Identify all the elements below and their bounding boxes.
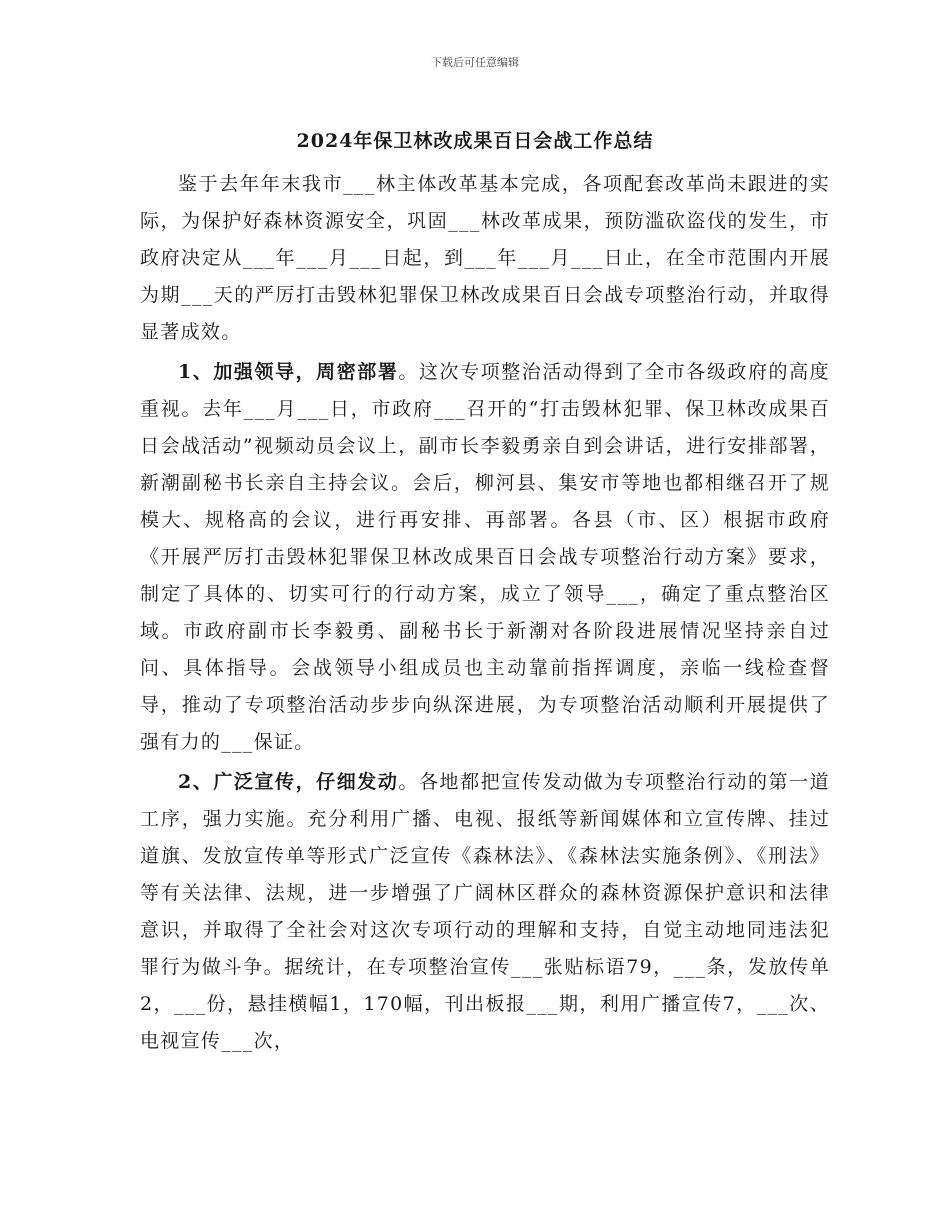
document-body bbox=[140, 166, 830, 1060]
paragraph-text: 。各地都把宣传发动做为专项整治行动的第一道工序，强力实施。充分利用广播、电视、报纸等新闻媒体和立宣传牌、挂过道旗、发放宣传单等形式广泛宣传《森林法》、《森林法实施条例》、《刑法》等有关法律、法规，进一步增强了广阔林区群众的森林资源保护意识和法律意识，并取得了全社会对这次专项行动的理解和支持，自觉主动地同违法犯罪行为做斗争。据统计，在专项整治宣传___张贴标语79，___条，发放传单2，___份，悬挂横幅1，170幅，刊出板报___期，利用广播宣传7，___次、电视宣传___次， bbox=[140, 771, 830, 1052]
document-title: 2024年保卫林改成果百日会战工作总结 bbox=[296, 130, 654, 152]
section-heading: 2、广泛宣传，仔细发动 bbox=[178, 771, 399, 793]
paragraph-intro bbox=[140, 166, 830, 351]
page-header-note: 下载后可任意编辑 bbox=[431, 56, 519, 69]
paragraph-section-1 bbox=[140, 354, 830, 761]
section-heading: 1、加强领导，周密部署 bbox=[178, 361, 399, 383]
paragraph-text: 鉴于去年年末我市___林主体改革基本完成，各项配套改革尚未跟进的实际，为保护好森林资源安全，巩固___林改革成果，预防滥砍盗伐的发生，市政府决定从___年___月___日起，到___年___月___日止，在全市范围内开展为期___天的严厉打击毁林犯罪保卫林改成果百日会战专项整治行动，并取得显著成效。 bbox=[140, 173, 830, 343]
paragraph-section-2 bbox=[140, 764, 830, 1060]
paragraph-text: 。这次专项整治活动得到了全市各级政府的高度重视。去年___月___日，市政府___召开的“打击毁林犯罪、保卫林改成果百日会战活动”视频动员会议上，副市长李毅勇亲自到会讲话，进行安排部署，新潮副秘书长亲自主持会议。会后，柳河县、集安市等地也都相继召开了规模大、规格高的会议，进行再安排、再部署。各县（市、区）根据市政府《开展严厉打击毁林犯罪保卫林改成果百日会战专项整治行动方案》要求，制定了具体的、切实可行的行动方案，成立了领导___，确定了重点整治区域。市政府副市长李毅勇、副秘书长于新潮对各阶段进展情况坚持亲自过问、具体指导。会战领导小组成员也主动靠前指挥调度，亲临一线检查督导，推动了专项整治活动步步向纵深进展，为专项整治活动顺利开展提供了强有力的___保证。 bbox=[140, 361, 830, 753]
